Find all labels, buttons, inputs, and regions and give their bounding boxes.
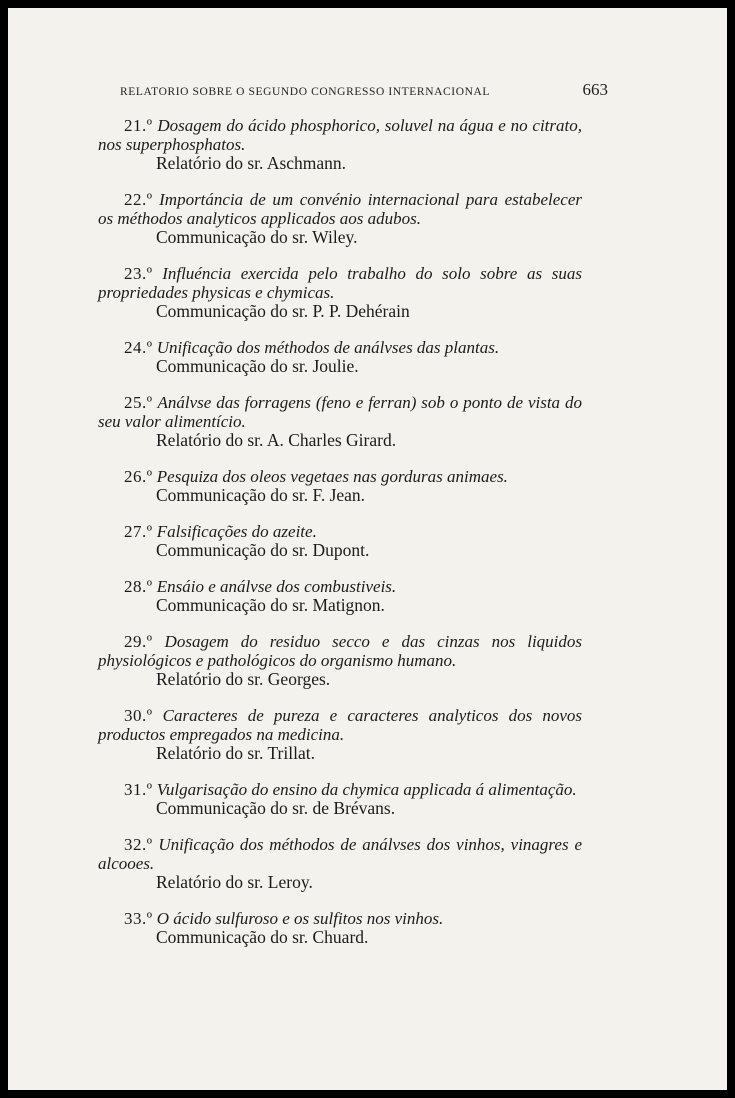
list-item [98, 116, 582, 173]
entry-title [98, 522, 582, 541]
entry-title-text: Falsificações do azeite. [156, 522, 317, 541]
entry-title-text: Unificação dos méthodos de análvses dos vinhos, vinagres e alcooes. [98, 835, 582, 873]
entry-title [98, 467, 582, 486]
list-item [98, 632, 582, 689]
entry-title [98, 632, 582, 670]
list-item [98, 522, 582, 560]
page-header [120, 80, 608, 100]
list-item [98, 190, 582, 247]
entry-title [98, 780, 582, 799]
entry-title-text: Unificação dos méthodos de análvses das plantas. [156, 338, 500, 357]
entry-title-text: Dosagem do residuo secco e das cinzas nos liquidos physiológicos e pathológicos do organismo humano. [98, 632, 583, 670]
entry-number: 28.º [124, 577, 153, 596]
entry-attribution: Communicação do sr. Dupont. [156, 540, 370, 560]
entry-attribution: Relatório do sr. Aschmann. [156, 153, 347, 173]
entry-attribution: Relatório do sr. Trillat. [156, 743, 315, 763]
entry-title-text: Influéncia exercida pelo trabalho do solo sobre as suas propriedades physicas e chymicas. [98, 264, 582, 302]
entry-title-text: Análvse das forragens (feno e ferran) sob o ponto de vista do seu valor alimentício. [98, 393, 582, 431]
entry-number: 24.º [124, 338, 153, 357]
entry-attribution: Communicação do sr. Matignon. [156, 595, 385, 615]
entry-list [98, 116, 582, 964]
entry-number: 29.º [124, 632, 153, 651]
list-item [98, 393, 582, 450]
list-item [98, 338, 582, 376]
entry-title-text: O ácido sulfuroso e os sulfitos nos vinhos. [156, 909, 444, 928]
list-item [98, 780, 582, 818]
entry-number: 25.º [124, 393, 153, 412]
entry-title-text: Pesquiza dos oleos vegetaes nas gorduras animaes. [156, 467, 508, 486]
entry-number: 32.º [124, 835, 153, 854]
list-item [98, 706, 582, 763]
list-item [98, 264, 582, 321]
entry-title [98, 190, 582, 228]
entry-title [98, 706, 582, 744]
entry-title [98, 264, 582, 302]
entry-attribution: Relatório do sr. Georges. [156, 669, 331, 689]
entry-number: 30.º [124, 706, 153, 725]
entry-attribution: Communicação do sr. P. P. Dehérain [156, 301, 410, 321]
running-head: RELATORIO SOBRE O SEGUNDO CONGRESSO INTERNACIONAL [120, 86, 491, 98]
page [8, 8, 727, 1090]
entry-title [98, 577, 582, 596]
list-item [98, 835, 582, 892]
list-item [98, 577, 582, 615]
entry-attribution: Communicação do sr. Wiley. [156, 227, 358, 247]
entry-title [98, 393, 582, 431]
entry-attribution: Relatório do sr. Leroy. [156, 872, 313, 892]
entry-number: 27.º [124, 522, 153, 541]
entry-number: 23.º [124, 264, 153, 283]
list-item [98, 467, 582, 505]
list-item [98, 909, 582, 947]
entry-attribution: Communicação do sr. F. Jean. [156, 485, 366, 505]
page-number: 663 [582, 80, 608, 99]
entry-number: 21.º [124, 116, 153, 135]
entry-title [98, 835, 582, 873]
entry-title-text: Importáncia de um convénio internacional para estabelecer os méthodos analyticos applicados aos adubos. [98, 190, 582, 228]
entry-title-text: Dosagem do ácido phosphorico, soluvel na água e no citrato, nos superphosphatos. [98, 116, 582, 154]
entry-number: 33.º [124, 909, 153, 928]
entry-number: 31.º [124, 780, 153, 799]
entry-number: 22.º [124, 190, 153, 209]
entry-title [98, 338, 582, 357]
entry-title-text: Caracteres de pureza e caracteres analyticos dos novos productos empregados na medicina. [98, 706, 582, 744]
entry-title-text: Ensáio e análvse dos combustiveis. [156, 577, 397, 596]
entry-number: 26.º [124, 467, 153, 486]
entry-title-text: Vulgarisação do ensino da chymica applicada á alimentação. [156, 780, 577, 799]
entry-attribution: Communicação do sr. de Brévans. [156, 798, 396, 818]
entry-attribution: Relatório do sr. A. Charles Girard. [156, 430, 397, 450]
entry-title [98, 116, 582, 154]
entry-title [98, 909, 582, 928]
entry-attribution: Communicação do sr. Joulie. [156, 356, 359, 376]
entry-attribution: Communicação do sr. Chuard. [156, 927, 369, 947]
